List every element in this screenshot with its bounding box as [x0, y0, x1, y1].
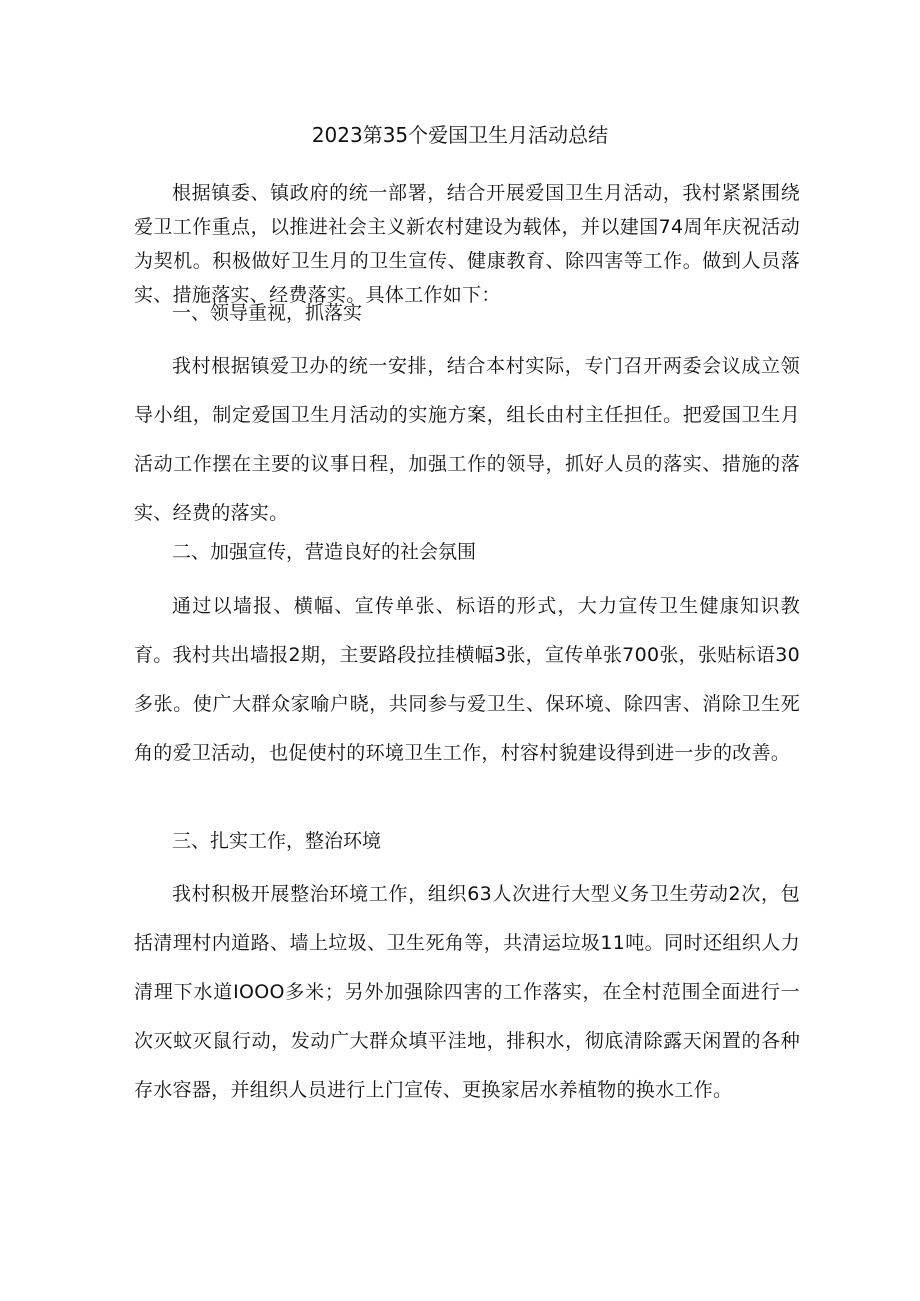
section-body-2: 通过以墙报、横幅、宣传单张、标语的形式，大力宣传卫生健康知识教育。我村共出墙报2期，主要路段拉挂横幅3张，宣传单张700张，张贴标语30多张。使广大群众家喻户晓，共同参与爱卫生、保环境、除四害、消除卫生死角的爱卫活动，也促使村的环境卫生工作，村容村貌建设得到进一步的改善。 — [134, 595, 800, 764]
section-heading-2: 二、加强宣传，营造良好的社会氛围 — [172, 541, 477, 563]
section-heading-3: 三、扎实工作，整治环境 — [172, 830, 382, 852]
section-body-3: 我村积极开展整治环境工作，组织63人次进行大型义务卫生劳动2次，包括清理村内道路、墙上垃圾、卫生死角等，共清运垃圾11吨。同时还组织人力清理下水道IOOO多米；另外加强除四害的工作落实，在全村范围全面进行一次灭蚊灭鼠行动，发动广大群众填平洼地，排积水，彻底清除露天闲置的各种存水容器，并组织人员进行上门宣传、更换家居水养植物的换水工作。 — [134, 883, 800, 1101]
document-title: 2023第35个爱国卫生月活动总结 — [311, 123, 609, 147]
section-heading-1: 一、领导重视，抓落实 — [172, 302, 363, 324]
intro-paragraph: 根据镇委、镇政府的统一部署，结合开展爱国卫生月活动，我村紧紧围绕爱卫工作重点，以推进社会主义新农村建设为载体，并以建国74周年庆祝活动为契机。积极做好卫生月的卫生宣传、健康教育、除四害等工作。做到人员落实、措施落实、经费落实。具体工作如下： — [134, 182, 800, 306]
section-body-1: 我村根据镇爱卫办的统一安排，结合本村实际，专门召开两委会议成立领导小组，制定爱国卫生月活动的实施方案，组长由村主任担任。把爱国卫生月活动工作摆在主要的议事日程，加强工作的领导，抓好人员的落实、措施的落实、经费的落实。 — [134, 355, 800, 524]
